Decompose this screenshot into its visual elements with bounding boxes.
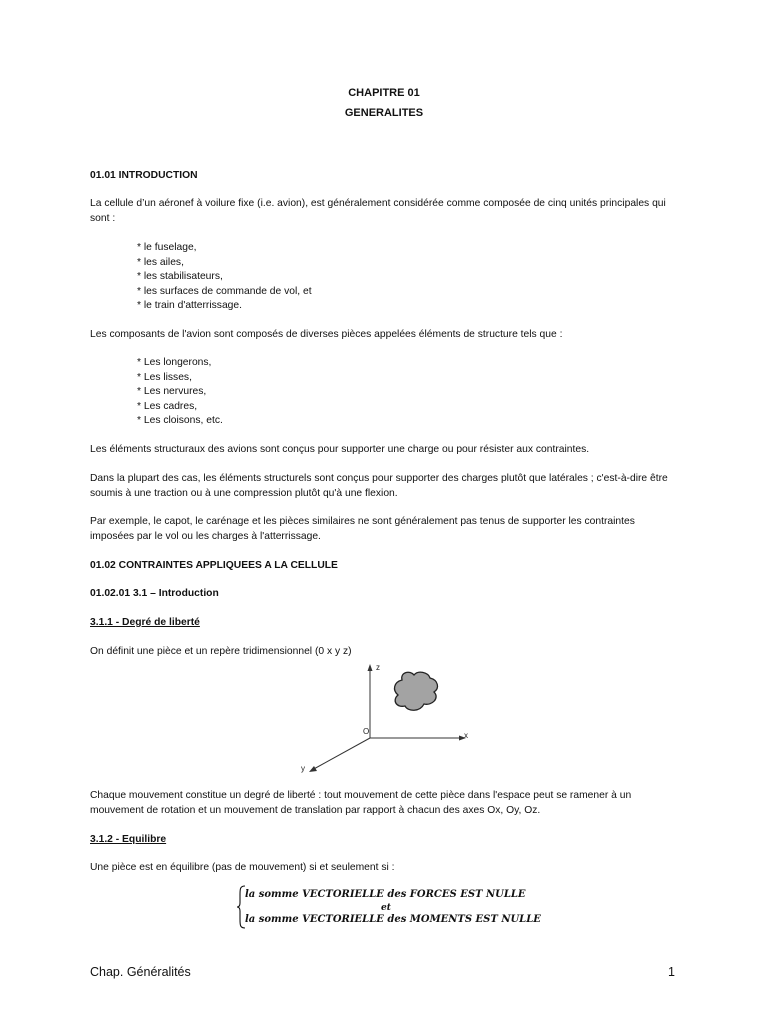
freedom-paragraph: On définit une pièce et un repère tridimensionnel (0 x y z) bbox=[90, 646, 352, 657]
constraints-heading: 01.02 CONTRAINTES APPLIQUEES A LA CELLULE bbox=[90, 560, 338, 571]
list-item: * les ailes, bbox=[137, 256, 184, 268]
footer-chapter: Chap. Généralités bbox=[90, 965, 191, 979]
freedom-heading: 3.1.1 - Degré de liberté bbox=[90, 617, 200, 628]
chapter-title: GENERALITES bbox=[344, 107, 424, 119]
formula-line-moments: la somme VECTORIELLE des MOMENTS EST NULLE bbox=[245, 914, 541, 925]
example-paragraph: Par exemple, le capot, le carénage et les pièces similaires ne sont généralement pas tenus de supporter les contraintes imposées par le vol ou les charges à l'atterrissage. bbox=[90, 516, 635, 542]
formula-connector: et bbox=[381, 903, 391, 913]
y-arrow-icon bbox=[309, 766, 317, 772]
list-item: * le train d'atterrissage. bbox=[137, 300, 242, 311]
equilibrium-paragraph: Une pièce est en équilibre (pas de mouvement) si et seulement si : bbox=[90, 862, 395, 873]
list-item: * les stabilisateurs, bbox=[137, 271, 223, 282]
origin-label: O bbox=[363, 727, 370, 736]
part-shape bbox=[395, 672, 438, 710]
list-item: * Les nervures, bbox=[137, 386, 207, 397]
intro-heading: 01.01 INTRODUCTION bbox=[90, 170, 198, 181]
formula-line-forces: la somme VECTORIELLE des FORCES EST NULLE bbox=[245, 889, 526, 900]
most-cases-paragraph: Dans la plupart des cas, les éléments structurels sont conçus pour supporter des charges plutôt que latérales ; c'est-à-dire être soumis à une traction ou à une compression plutôt qu'à une flexion. bbox=[90, 473, 668, 499]
components-paragraph: Les composants de l'avion sont composés de diverses pièces appelées éléments de structure tels que : bbox=[90, 329, 563, 340]
list-item: * le fuselage, bbox=[137, 242, 197, 253]
equilibrium-heading: 3.1.2 - Equilibre bbox=[90, 834, 167, 845]
units-list bbox=[137, 241, 312, 314]
page-number: 1 bbox=[668, 965, 675, 979]
list-item: * Les cadres, bbox=[137, 400, 198, 412]
z-axis-label: z bbox=[376, 663, 380, 672]
movement-paragraph: Chaque mouvement constitue un degré de liberté : tout mouvement de cette pièce dans l'espace peut se ramener à un mouvement de rotation et un mouvement de translation par rapport à chacun des axes Ox, Oy, Oz. bbox=[90, 790, 632, 816]
axes-figure bbox=[290, 658, 490, 778]
intro-paragraph: La cellule d’un aéronef à voilure fixe (i.e. avion), est généralement considérée comme composée de cinq unités principales qui sont : bbox=[90, 198, 666, 224]
list-item: * les surfaces de commande de vol, et bbox=[137, 285, 312, 297]
z-arrow-icon bbox=[368, 664, 373, 671]
list-item: * Les cloisons, etc. bbox=[137, 415, 223, 426]
y-axis-label: y bbox=[301, 764, 305, 773]
y-axis-line bbox=[312, 738, 370, 770]
structural-paragraph: Les éléments structuraux des avions sont conçus pour supporter une charge ou pour résister aux contraintes. bbox=[90, 444, 590, 455]
chapter-number: CHAPITRE 01 bbox=[348, 87, 420, 99]
elements-list bbox=[137, 356, 223, 429]
list-item: * Les lisses, bbox=[137, 371, 192, 383]
x-axis-label: x bbox=[464, 731, 468, 740]
introduction-subheading: 01.02.01 3.1 – Introduction bbox=[90, 588, 219, 599]
list-item: * Les longerons, bbox=[137, 357, 212, 368]
